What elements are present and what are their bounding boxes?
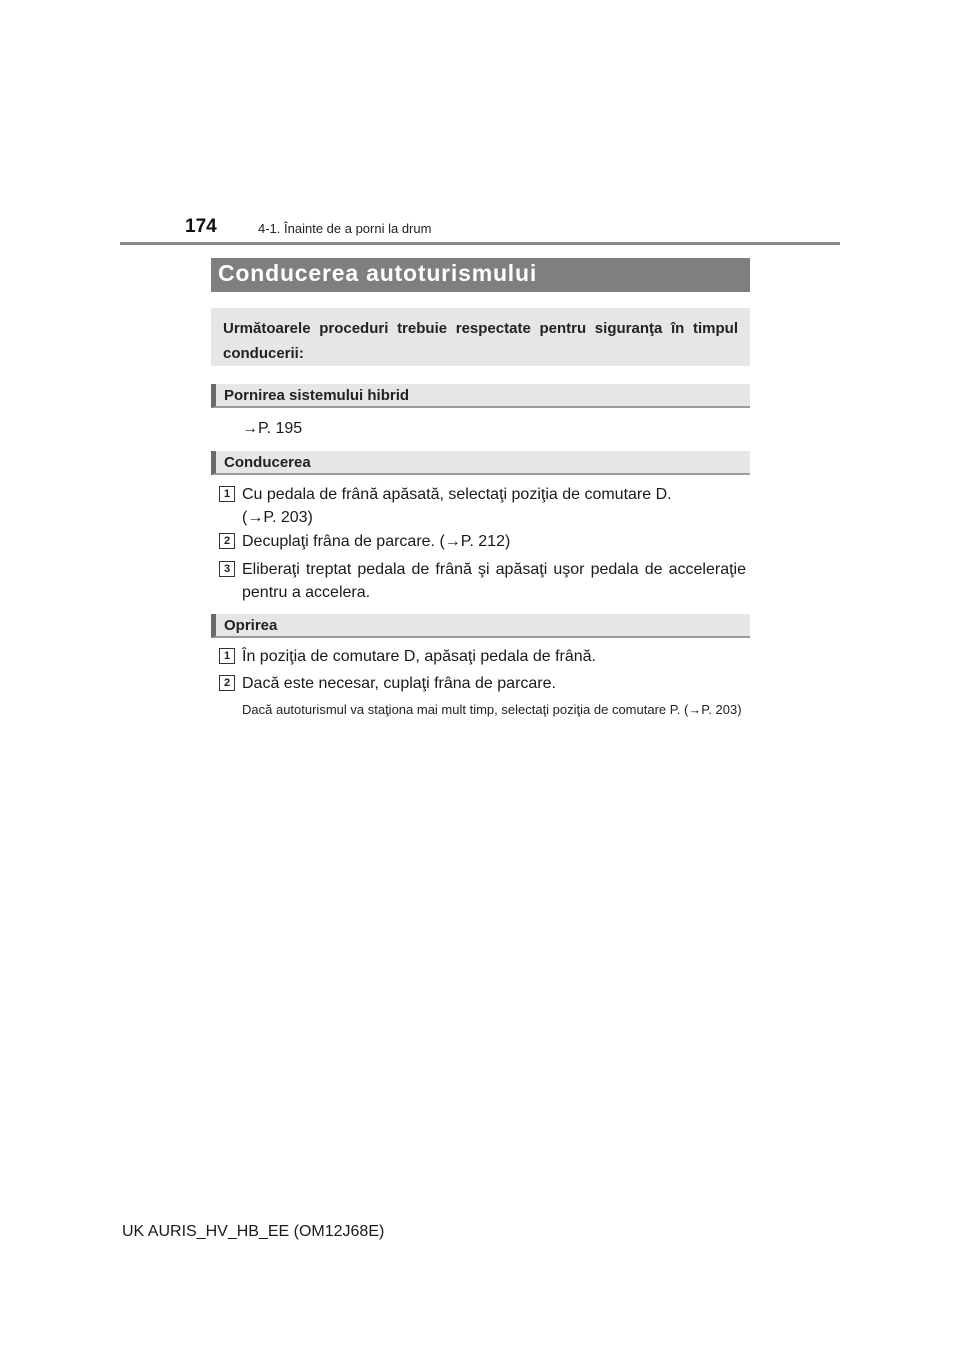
section-heading-start xyxy=(211,384,750,408)
page-reference: →P. 195 xyxy=(242,420,303,437)
step-text-ref: (→P. 203) xyxy=(242,509,313,526)
intro-box xyxy=(211,308,750,366)
page-number: 174 xyxy=(185,216,217,237)
intro-text: Următoarele proceduri trebuie respectate pentru siguranţa în timpul conducerii: xyxy=(223,320,738,362)
section-heading-label: Oprirea xyxy=(224,617,278,634)
step-text: Eliberaţi treptat pedala de frână şi apăsaţi uşor pedala de acceleraţie pentru a accelera. xyxy=(242,561,746,601)
step-text: În poziţia de comutare D, apăsaţi pedala de frână. xyxy=(242,648,596,665)
section-heading-label: Conducerea xyxy=(224,454,311,471)
section-heading-stopping xyxy=(211,614,750,638)
step-number-badge: 2 xyxy=(219,675,235,691)
page-title: Conducerea autoturismului xyxy=(218,260,538,286)
step-number-badge: 1 xyxy=(219,648,235,664)
section-reference: 4-1. Înainte de a porni la drum xyxy=(258,221,432,236)
step-text: Decuplaţi frâna de parcare. (→P. 212) xyxy=(242,533,511,550)
note-text: Dacă autoturismul va staţiona mai mult timp, selectaţi poziţia de comutare P. (→P. 203) xyxy=(242,702,742,717)
page-title-band xyxy=(211,258,750,292)
section-heading-label: Pornirea sistemului hibrid xyxy=(224,387,410,404)
step-number-badge: 1 xyxy=(219,486,235,502)
header-divider xyxy=(120,242,840,245)
step-text: Cu pedala de frână apăsată, selectaţi poziţia de comutare D. xyxy=(242,486,672,503)
step-number-badge: 2 xyxy=(219,533,235,549)
step-number-badge: 3 xyxy=(219,561,235,577)
document-code: UK AURIS_HV_HB_EE (OM12J68E) xyxy=(122,1223,385,1240)
section-heading-driving xyxy=(211,451,750,475)
step-text: Dacă este necesar, cuplaţi frâna de parcare. xyxy=(242,675,556,692)
